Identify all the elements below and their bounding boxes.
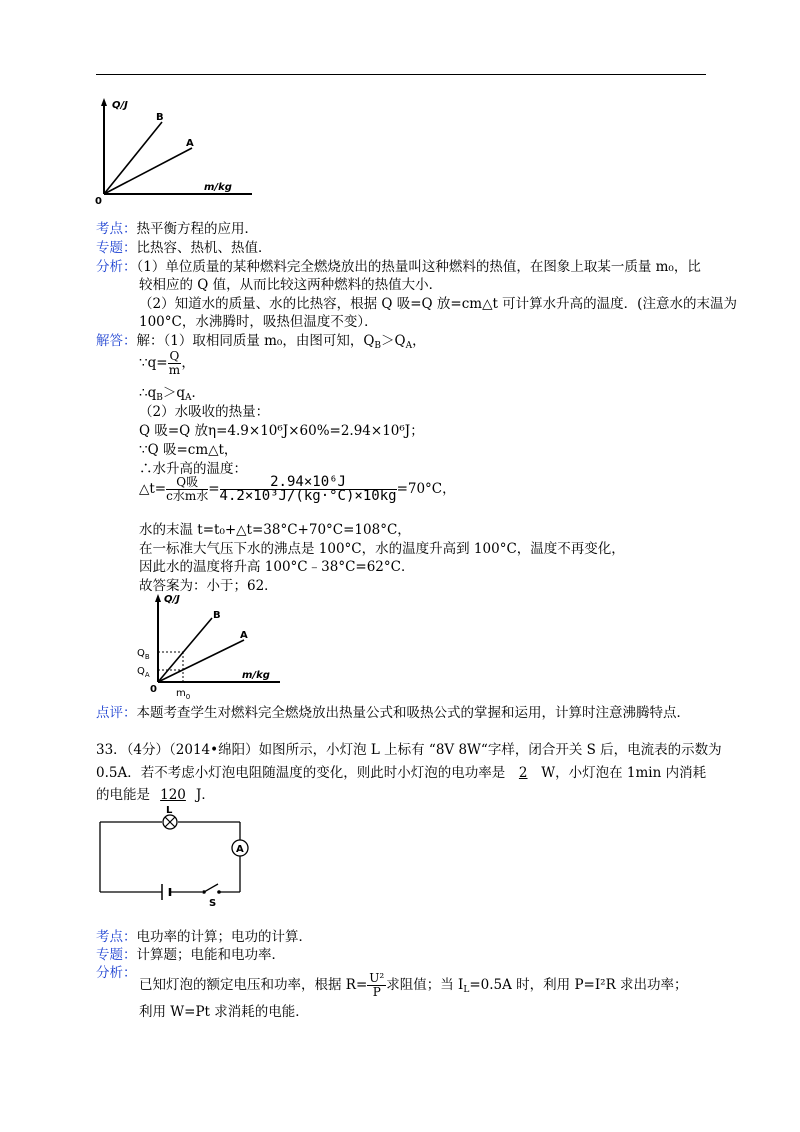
qb-subscript: B xyxy=(144,653,150,661)
subscript: B xyxy=(374,341,382,351)
x-axis-label: m/kg xyxy=(242,670,270,681)
q33-answer-energy: 120 xyxy=(160,787,186,803)
final-temp: 水的末温 t=t₀+△t=38°C+70°C=108°C， xyxy=(139,522,411,538)
denominator: c水m水 xyxy=(166,489,209,503)
zhuanti-text: 计算题；电能和电功率． xyxy=(136,947,285,963)
q33-text: J． xyxy=(196,787,215,803)
fraction xyxy=(220,476,397,503)
q33-line3 xyxy=(96,786,215,804)
formula-text: ． xyxy=(191,385,206,401)
temp-rise-formula xyxy=(139,476,456,503)
q33-answer-power: 2 xyxy=(518,765,528,781)
kaodian-label: 考点： xyxy=(96,221,137,237)
line-b-label: B xyxy=(213,610,221,621)
m0-subscript: 0 xyxy=(185,693,191,701)
fraction xyxy=(367,972,386,999)
kaodian-2 xyxy=(96,928,312,946)
circuit-diagram xyxy=(94,806,254,906)
fenxi-p1-line2: 较相应的 Q 值，从而比较这两种燃料的热值大小． xyxy=(139,277,443,293)
subscript: A xyxy=(185,393,192,403)
formula-text: =70°C， xyxy=(396,481,456,497)
lamp-label: L xyxy=(166,806,173,816)
zhuanti-label: 专题： xyxy=(96,947,137,963)
numerator: Q xyxy=(169,349,180,363)
kaodian-text: 电功率的计算；电功的计算． xyxy=(136,929,312,945)
qb-letter: Q xyxy=(137,648,145,659)
fenxi-label: 分析： xyxy=(96,259,137,275)
formula-text: ∵q= xyxy=(139,355,168,371)
switch-contact xyxy=(217,890,221,894)
m0-letter: m xyxy=(176,688,186,699)
graph-q-vs-m xyxy=(92,96,262,208)
fenxi-p2-line2: 100°C，水沸腾时，吸热但温度不变）． xyxy=(139,314,378,330)
origin-label: 0 xyxy=(95,196,102,207)
q33-line1: 33．（4分）（2014•绵阳）如图所示，小灯泡 L 上标有 “8V 8W“字样，闭合开关 S 后，电流表的示数为 xyxy=(96,742,722,758)
jieda-text: ， xyxy=(412,333,426,349)
heat-equation: ∵Q 吸=cm△t， xyxy=(139,442,238,458)
top-rule xyxy=(96,74,706,75)
temp-rise-heading: ∴水升高的温度： xyxy=(139,461,247,477)
y-axis-label: Q/J xyxy=(164,594,180,605)
dianping-text: 本题考查学生对燃料完全燃烧放出热量公式和吸热公式的掌握和运用，计算时注意沸腾特点． xyxy=(136,705,690,721)
qa-letter: Q xyxy=(137,666,145,677)
fenxi-label: 分析： xyxy=(96,965,137,981)
q33-line2 xyxy=(96,764,706,782)
switch-lever xyxy=(204,884,218,892)
line-a-label: A xyxy=(186,138,194,149)
jieda-step2: （2）水吸收的热量： xyxy=(139,404,270,420)
formula-text: ＞q xyxy=(162,385,186,401)
numerator: U² xyxy=(369,971,385,985)
line-a xyxy=(158,640,244,682)
switch-label: S xyxy=(209,898,217,906)
formula-text: ， xyxy=(181,355,195,371)
graph-q-vs-m-annotated xyxy=(134,590,284,702)
y-axis-label: Q/J xyxy=(112,100,128,111)
qa-subscript: A xyxy=(144,671,150,679)
fenxi-2 xyxy=(96,964,137,982)
y-axis-arrow xyxy=(155,594,161,602)
line-b xyxy=(158,618,212,682)
q33-text: 的电能是 xyxy=(96,787,150,803)
origin-label: 0 xyxy=(150,684,157,695)
line-b xyxy=(104,122,162,194)
fenxi-2-line1 xyxy=(139,972,688,999)
kaodian-text: 热平衡方程的应用． xyxy=(136,221,258,237)
numerator: 2.94×10⁶J xyxy=(220,476,397,490)
denominator: m xyxy=(168,363,181,377)
line-b-label: B xyxy=(156,112,164,123)
absorbed-heat-formula: Q 吸=Q 放η=4.9×10⁶J×60%=2.94×10⁶J； xyxy=(139,423,424,439)
subscript: L xyxy=(463,985,470,995)
dianping-1 xyxy=(96,704,690,722)
fenxi-p1-line1: （1）单位质量的某种燃料完全燃烧放出的热量叫这种燃料的热值，在图象上取某一质量 m₀，比 xyxy=(136,259,701,275)
denominator: 4.2×10³J/(kg·°C)×10kg xyxy=(219,488,397,504)
formula-text: = xyxy=(208,481,220,497)
dianping-label: 点评： xyxy=(96,705,137,721)
zhuanti-1 xyxy=(96,239,272,257)
fenxi-text: 已知灯泡的额定电压和功率，根据 R= xyxy=(139,977,368,993)
heat-value-formula xyxy=(139,350,195,377)
fenxi-text: 求阻值；当 I xyxy=(386,977,464,993)
fenxi-p2-line1: （2）知道水的质量、水的比热容，根据 Q 吸=Q 放=cm△t 可计算水升高的温度．(注意水的末温为 xyxy=(139,296,737,312)
formula-text: ∴q xyxy=(139,385,157,401)
kaodian-label: 考点： xyxy=(96,929,137,945)
formula-text: △t= xyxy=(139,481,167,497)
line-a-label: A xyxy=(240,630,248,641)
zhuanti-label: 专题： xyxy=(96,240,137,256)
subscript: B xyxy=(156,393,163,403)
jieda-text: ＞Q xyxy=(381,333,406,349)
q33-text: W，小灯泡在 1min 内消耗 xyxy=(541,765,707,781)
zhuanti-2 xyxy=(96,946,285,964)
qb-label xyxy=(137,648,150,661)
numerator: Q吸 xyxy=(166,476,208,490)
kaodian-1 xyxy=(96,220,258,238)
fraction xyxy=(166,476,208,503)
m0-label xyxy=(176,688,190,701)
ammeter-label: A xyxy=(236,844,244,855)
zhuanti-text: 比热容、热机、热值． xyxy=(136,240,272,256)
answer: 故答案为：小于；62． xyxy=(139,578,278,594)
q33-text: 0.5A．若不考虑小灯泡电阻随温度的变化，则此时小灯泡的电功率是 xyxy=(96,765,506,781)
line-a xyxy=(104,148,192,194)
boiling-point: 在一标准大气压下水的沸点是 100°C，水的温度升高到 100°C，温度不再变化， xyxy=(139,541,625,557)
qa-label xyxy=(137,666,150,679)
fenxi-text: =0.5A 时，利用 P=I²R 求出功率； xyxy=(469,977,688,993)
y-axis-arrow xyxy=(101,98,107,106)
fraction xyxy=(168,350,182,377)
jieda-label: 解答： xyxy=(96,333,137,349)
fenxi-1 xyxy=(96,258,701,276)
jieda-text: 解：（1）取相同质量 m₀，由图可知，Q xyxy=(136,333,375,349)
subscript: A xyxy=(405,341,413,351)
fenxi-2-line2: 利用 W=Pt 求消耗的电能． xyxy=(139,1004,309,1020)
temp-rise-result: 因此水的温度将升高 100°C﹣38°C=62°C． xyxy=(139,559,415,575)
x-axis-label: m/kg xyxy=(204,182,232,193)
denominator: P xyxy=(372,985,381,999)
